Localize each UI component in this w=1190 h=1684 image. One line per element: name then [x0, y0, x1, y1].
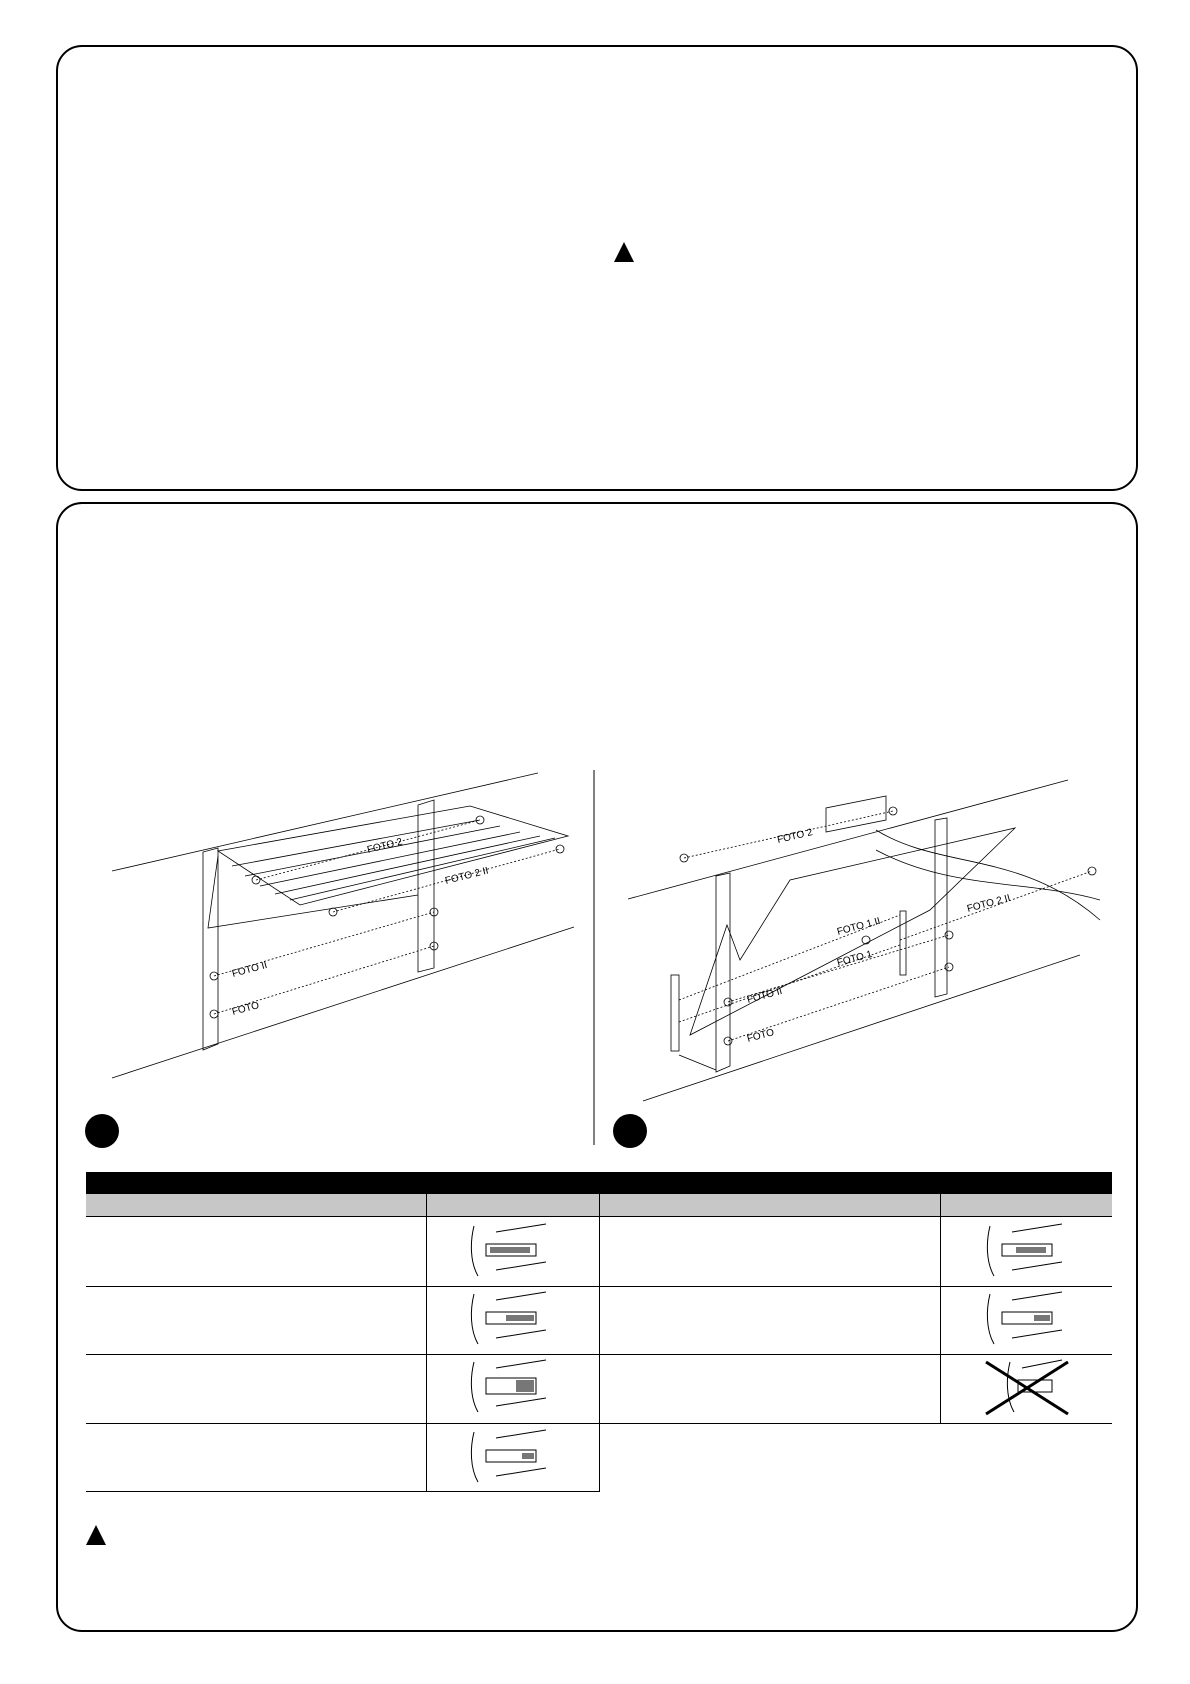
table-subheader — [600, 1194, 940, 1216]
photocell-icon — [556, 845, 564, 853]
warning-triangle-icon — [86, 1525, 106, 1545]
gate-top — [218, 806, 568, 905]
label-foto: FOTO — [745, 1027, 776, 1045]
label-fotoii: FOTO II — [745, 985, 784, 1006]
table-subheader — [427, 1194, 599, 1216]
photocell-icon — [862, 936, 870, 944]
figure-1-badge — [85, 1114, 119, 1148]
photocell-jumper-icon — [982, 1290, 1072, 1348]
table-subheader — [941, 1194, 1112, 1216]
wall-top-line — [628, 780, 1068, 899]
label-fotoii: FOTO II — [230, 959, 269, 980]
photocell-icon — [945, 931, 953, 939]
figure-2-badge — [613, 1114, 647, 1148]
photocell-jumper-icon — [466, 1222, 556, 1280]
label-foto1: FOTO 1 — [835, 948, 874, 969]
photocell-jumper-icon — [466, 1290, 556, 1348]
label-foto2ii: FOTO 2 II — [444, 865, 490, 887]
post-column — [671, 975, 679, 1051]
figure-2-drawing — [628, 780, 1100, 1101]
left-post — [716, 873, 730, 1072]
left-post — [203, 848, 218, 1050]
wall-top-line — [112, 773, 538, 871]
table-subheader — [86, 1194, 426, 1216]
jumper-configuration-table — [86, 1172, 1112, 1502]
label-foto2ii: FOTO 2 II — [965, 892, 1012, 915]
photocell-icon — [889, 807, 897, 815]
label-foto1ii: FOTO 1 II — [835, 915, 882, 938]
figure-1-drawing — [112, 773, 574, 1078]
table-title-bar — [86, 1172, 1112, 1194]
label-foto2: FOTO 2 — [366, 836, 404, 856]
label-foto: FOTO — [230, 1000, 261, 1018]
wall-bottom-line — [643, 955, 1080, 1101]
post-column — [900, 911, 906, 975]
label-foto2: FOTO 2 — [776, 827, 814, 846]
photocell-jumper-icon — [466, 1428, 556, 1486]
top-beam — [826, 796, 886, 832]
photocell-jumper-crossed-icon — [982, 1358, 1072, 1416]
wall-bottom-line — [112, 927, 574, 1078]
gate-panel — [208, 856, 418, 928]
photocell-jumper-icon — [982, 1222, 1072, 1280]
photocell-jumper-icon — [466, 1358, 556, 1416]
